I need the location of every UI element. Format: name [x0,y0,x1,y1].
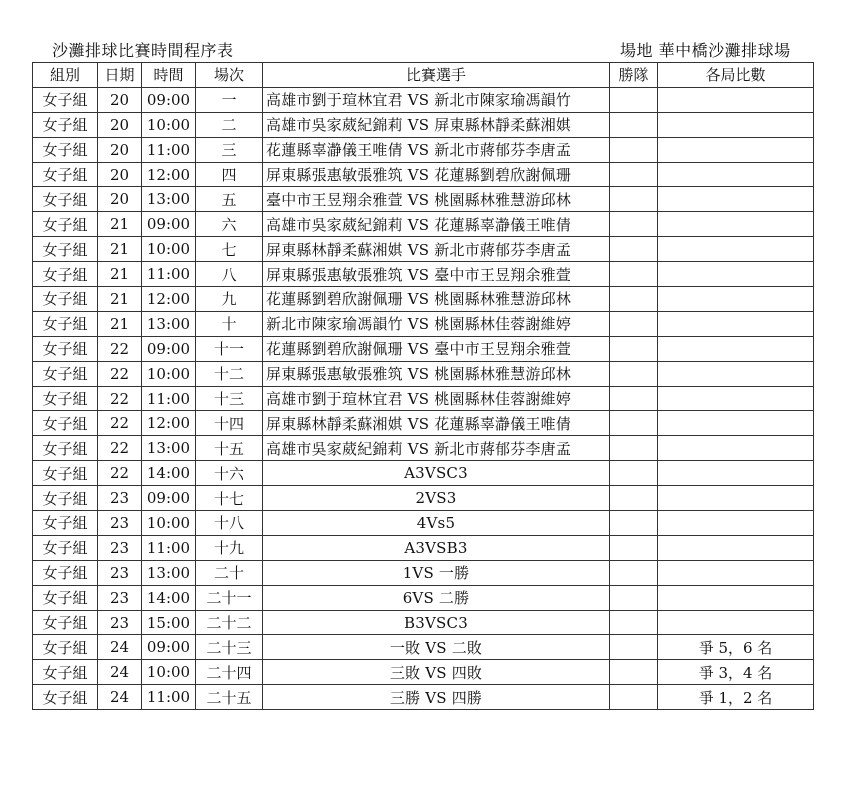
cell-time: 13:00 [142,187,196,212]
cell-date: 20 [98,137,142,162]
cell-time: 09:00 [142,212,196,237]
cell-players: 屏東縣張惠敏張雅筑 VS 花蓮縣劉碧欣謝佩珊 [263,162,610,187]
cell-winner [610,361,658,386]
cell-scores [658,386,814,411]
table-row [33,660,814,685]
cell-date: 21 [98,311,142,336]
cell-winner [610,685,658,710]
cell-date: 20 [98,162,142,187]
cell-scores [658,137,814,162]
cell-date: 23 [98,585,142,610]
cell-time: 09:00 [142,336,196,361]
cell-group: 女子組 [33,187,98,212]
cell-time: 11:00 [142,535,196,560]
cell-group: 女子組 [33,336,98,361]
cell-winner [610,212,658,237]
cell-players: 2VS3 [263,486,610,511]
column-header-players: 比賽選手 [263,63,610,88]
cell-match: 四 [196,162,263,187]
cell-group: 女子組 [33,112,98,137]
page-title: 沙灘排球比賽時間程序表 [52,41,234,60]
cell-match: 五 [196,187,263,212]
cell-group: 女子組 [33,486,98,511]
cell-date: 21 [98,262,142,287]
cell-winner [610,436,658,461]
cell-time: 09:00 [142,87,196,112]
cell-players: 高雄市劉于瑄林宜君 VS 新北市陳家瑜馮韻竹 [263,87,610,112]
cell-scores [658,262,814,287]
cell-group: 女子組 [33,237,98,262]
table-row [33,112,814,137]
cell-group: 女子組 [33,635,98,660]
cell-time: 13:00 [142,311,196,336]
cell-scores [658,411,814,436]
table-row [33,212,814,237]
cell-winner [610,386,658,411]
table-row [33,436,814,461]
cell-time: 14:00 [142,461,196,486]
table-row [33,262,814,287]
cell-scores [658,87,814,112]
cell-match: 十九 [196,535,263,560]
table-row [33,287,814,312]
cell-scores: 爭 3，4 名 [658,660,814,685]
table-row [33,386,814,411]
cell-players: 新北市陳家瑜馮韻竹 VS 桃園縣林佳蓉謝維婷 [263,311,610,336]
cell-players: 臺中市王昱翔余雅萱 VS 桃園縣林雅慧游邱林 [263,187,610,212]
cell-winner [610,162,658,187]
cell-group: 女子組 [33,436,98,461]
cell-match: 六 [196,212,263,237]
cell-winner [610,511,658,536]
cell-players: 三敗 VS 四敗 [263,660,610,685]
cell-match: 二十 [196,560,263,585]
cell-match: 十五 [196,436,263,461]
cell-winner [610,535,658,560]
cell-group: 女子組 [33,287,98,312]
cell-scores [658,336,814,361]
cell-scores [658,560,814,585]
cell-scores [658,361,814,386]
table-row [33,162,814,187]
cell-scores [658,461,814,486]
cell-winner [610,237,658,262]
cell-players: 高雄市吳家葳紀錦莉 VS 花蓮縣辜瀞儀王唯倩 [263,212,610,237]
cell-winner [610,560,658,585]
column-header-match: 場次 [196,63,263,88]
table-row [33,237,814,262]
cell-time: 11:00 [142,386,196,411]
table-row [33,336,814,361]
cell-group: 女子組 [33,511,98,536]
cell-match: 十三 [196,386,263,411]
cell-scores [658,436,814,461]
table-row [33,486,814,511]
table-row [33,560,814,585]
cell-match: 十七 [196,486,263,511]
cell-scores [658,585,814,610]
table-row [33,361,814,386]
cell-date: 22 [98,436,142,461]
table-row [33,535,814,560]
cell-date: 20 [98,112,142,137]
cell-group: 女子組 [33,361,98,386]
cell-time: 10:00 [142,112,196,137]
cell-group: 女子組 [33,212,98,237]
cell-scores [658,112,814,137]
cell-time: 11:00 [142,262,196,287]
table-row [33,137,814,162]
cell-winner [610,187,658,212]
cell-time: 10:00 [142,511,196,536]
column-header-time: 時間 [142,63,196,88]
cell-date: 20 [98,87,142,112]
cell-date: 23 [98,560,142,585]
cell-players: 一敗 VS 二敗 [263,635,610,660]
table-row [33,461,814,486]
table-header-row [33,63,814,88]
cell-players: 三勝 VS 四勝 [263,685,610,710]
cell-match: 十八 [196,511,263,536]
cell-time: 15:00 [142,610,196,635]
column-header-winner: 勝隊 [610,63,658,88]
cell-players: 高雄市吳家葳紀錦莉 VS 屏東縣林靜柔蘇湘娸 [263,112,610,137]
cell-group: 女子組 [33,660,98,685]
cell-players: 花蓮縣劉碧欣謝佩珊 VS 臺中市王昱翔余雅萱 [263,336,610,361]
cell-group: 女子組 [33,585,98,610]
cell-winner [610,336,658,361]
table-row [33,610,814,635]
cell-players: 屏東縣林靜柔蘇湘娸 VS 花蓮縣辜瀞儀王唯倩 [263,411,610,436]
cell-time: 13:00 [142,560,196,585]
cell-players: 6VS 二勝 [263,585,610,610]
cell-players: B3VSC3 [263,610,610,635]
cell-match: 二十五 [196,685,263,710]
cell-winner [610,87,658,112]
cell-group: 女子組 [33,162,98,187]
cell-winner [610,262,658,287]
table-row [33,87,814,112]
cell-winner [610,311,658,336]
cell-match: 十一 [196,336,263,361]
cell-scores [658,610,814,635]
cell-winner [610,610,658,635]
cell-winner [610,660,658,685]
cell-winner [610,137,658,162]
cell-winner [610,585,658,610]
cell-match: 二十一 [196,585,263,610]
cell-group: 女子組 [33,461,98,486]
table-row [33,635,814,660]
cell-group: 女子組 [33,137,98,162]
cell-date: 23 [98,535,142,560]
cell-time: 11:00 [142,685,196,710]
cell-scores [658,187,814,212]
cell-players: 屏東縣張惠敏張雅筑 VS 臺中市王昱翔余雅萱 [263,262,610,287]
table-row [33,685,814,710]
cell-match: 二十四 [196,660,263,685]
cell-group: 女子組 [33,262,98,287]
cell-winner [610,461,658,486]
cell-date: 22 [98,386,142,411]
cell-time: 13:00 [142,436,196,461]
cell-scores [658,287,814,312]
cell-winner [610,287,658,312]
cell-date: 23 [98,511,142,536]
column-header-group: 組別 [33,63,98,88]
cell-match: 三 [196,137,263,162]
cell-players: 高雄市劉于瑄林宜君 VS 桃園縣林佳蓉謝維婷 [263,386,610,411]
table-row [33,511,814,536]
schedule-table [32,62,814,710]
cell-date: 23 [98,610,142,635]
cell-match: 二 [196,112,263,137]
cell-scores [658,311,814,336]
cell-players: 花蓮縣劉碧欣謝佩珊 VS 桃園縣林雅慧游邱林 [263,287,610,312]
cell-match: 二十三 [196,635,263,660]
cell-group: 女子組 [33,411,98,436]
cell-date: 24 [98,685,142,710]
venue-label: 場地 華中橋沙灘排球場 [620,41,791,60]
cell-group: 女子組 [33,610,98,635]
cell-players: 4Vs5 [263,511,610,536]
cell-group: 女子組 [33,685,98,710]
cell-date: 21 [98,212,142,237]
column-header-date: 日期 [98,63,142,88]
cell-time: 09:00 [142,635,196,660]
cell-scores [658,535,814,560]
column-header-scores: 各局比數 [658,63,814,88]
cell-match: 十六 [196,461,263,486]
cell-time: 10:00 [142,361,196,386]
cell-players: A3VSB3 [263,535,610,560]
cell-date: 21 [98,237,142,262]
cell-players: 屏東縣張惠敏張雅筑 VS 桃園縣林雅慧游邱林 [263,361,610,386]
cell-match: 九 [196,287,263,312]
cell-scores [658,511,814,536]
cell-date: 24 [98,635,142,660]
cell-scores [658,212,814,237]
cell-scores [658,486,814,511]
cell-group: 女子組 [33,311,98,336]
cell-time: 10:00 [142,660,196,685]
cell-players: 花蓮縣辜瀞儀王唯倩 VS 新北市蔣郁芬李唐孟 [263,137,610,162]
cell-group: 女子組 [33,535,98,560]
cell-date: 22 [98,336,142,361]
cell-scores [658,237,814,262]
cell-time: 11:00 [142,137,196,162]
table-body [33,87,814,709]
cell-match: 十四 [196,411,263,436]
table-row [33,411,814,436]
table-row [33,311,814,336]
cell-group: 女子組 [33,87,98,112]
cell-match: 八 [196,262,263,287]
cell-players: 高雄市吳家葳紀錦莉 VS 新北市蔣郁芬李唐孟 [263,436,610,461]
cell-date: 22 [98,411,142,436]
cell-match: 十二 [196,361,263,386]
cell-winner [610,635,658,660]
cell-time: 10:00 [142,237,196,262]
cell-date: 22 [98,361,142,386]
cell-scores: 爭 1，2 名 [658,685,814,710]
cell-time: 12:00 [142,287,196,312]
cell-group: 女子組 [33,386,98,411]
cell-winner [610,112,658,137]
cell-time: 12:00 [142,162,196,187]
cell-group: 女子組 [33,560,98,585]
cell-winner [610,411,658,436]
cell-scores [658,162,814,187]
cell-date: 24 [98,660,142,685]
cell-date: 21 [98,287,142,312]
cell-time: 12:00 [142,411,196,436]
cell-match: 二十二 [196,610,263,635]
cell-match: 一 [196,87,263,112]
cell-winner [610,486,658,511]
table-row [33,187,814,212]
table-row [33,585,814,610]
cell-time: 09:00 [142,486,196,511]
cell-match: 十 [196,311,263,336]
cell-date: 23 [98,486,142,511]
cell-players: 屏東縣林靜柔蘇湘娸 VS 新北市蔣郁芬李唐孟 [263,237,610,262]
cell-players: 1VS 一勝 [263,560,610,585]
cell-players: A3VSC3 [263,461,610,486]
cell-match: 七 [196,237,263,262]
cell-scores: 爭 5，6 名 [658,635,814,660]
cell-date: 20 [98,187,142,212]
cell-time: 14:00 [142,585,196,610]
cell-date: 22 [98,461,142,486]
